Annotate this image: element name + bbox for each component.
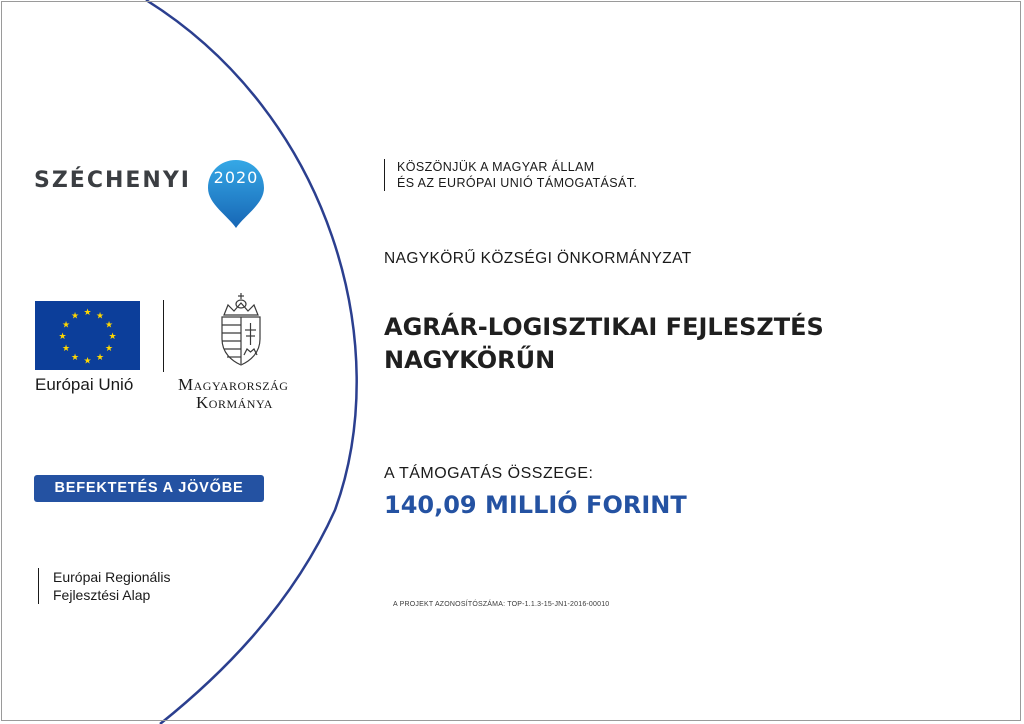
svg-text:★: ★ xyxy=(70,353,80,363)
szechenyi-wordmark: SZÉCHENYI xyxy=(34,168,191,193)
grant-amount-value: 140,09 MILLIÓ FORINT xyxy=(384,491,687,519)
government-name-line2: Kormánya xyxy=(196,393,273,412)
fund-name xyxy=(38,568,171,604)
svg-text:★: ★ xyxy=(83,308,92,318)
project-title xyxy=(384,311,824,377)
eu-label: Európai Unió xyxy=(35,375,134,394)
beneficiary-name: NAGYKÖRŰ KÖZSÉGI ÖNKORMÁNYZAT xyxy=(384,250,692,267)
invest-in-future-badge: BEFEKTETÉS A JÖVŐBE xyxy=(34,475,264,502)
project-title-line2: NAGYKÖRŰN xyxy=(384,346,556,374)
szechenyi-2020-logo xyxy=(34,160,274,232)
svg-text:★: ★ xyxy=(95,311,105,322)
thanks-line1: KÖSZÖNJÜK A MAGYAR ÁLLAM xyxy=(397,160,595,174)
svg-text:★: ★ xyxy=(61,344,71,354)
svg-text:★: ★ xyxy=(104,344,114,354)
fund-name-line2: Fejlesztési Alap xyxy=(53,587,151,603)
thanks-line2: ÉS AZ EURÓPAI UNIÓ TÁMOGATÁSÁT. xyxy=(397,176,638,190)
grant-amount-label: A TÁMOGATÁS ÖSSZEGE: xyxy=(384,465,594,482)
svg-text:★: ★ xyxy=(61,320,71,331)
coat-of-arms-icon xyxy=(218,291,264,367)
svg-text:★: ★ xyxy=(108,332,117,342)
government-name-line1: Magyarország xyxy=(178,375,289,394)
eu-flag-icon xyxy=(35,301,140,370)
logo-divider xyxy=(163,300,164,372)
svg-text:★: ★ xyxy=(95,353,105,363)
project-title-line1: AGRÁR-LOGISZTIKAI FEJLESZTÉS xyxy=(384,313,824,341)
project-id: A PROJEKT AZONOSÍTÓSZÁMA: TOP-1.1.3-15-JN1-2016-00010 xyxy=(393,601,610,608)
svg-text:★: ★ xyxy=(104,320,114,331)
svg-text:★: ★ xyxy=(58,332,67,342)
thanks-note xyxy=(384,159,637,191)
szechenyi-year: 2020 xyxy=(213,168,259,187)
svg-text:★: ★ xyxy=(83,356,92,367)
svg-text:★: ★ xyxy=(70,311,80,322)
fund-name-line1: Európai Regionális xyxy=(53,569,171,585)
